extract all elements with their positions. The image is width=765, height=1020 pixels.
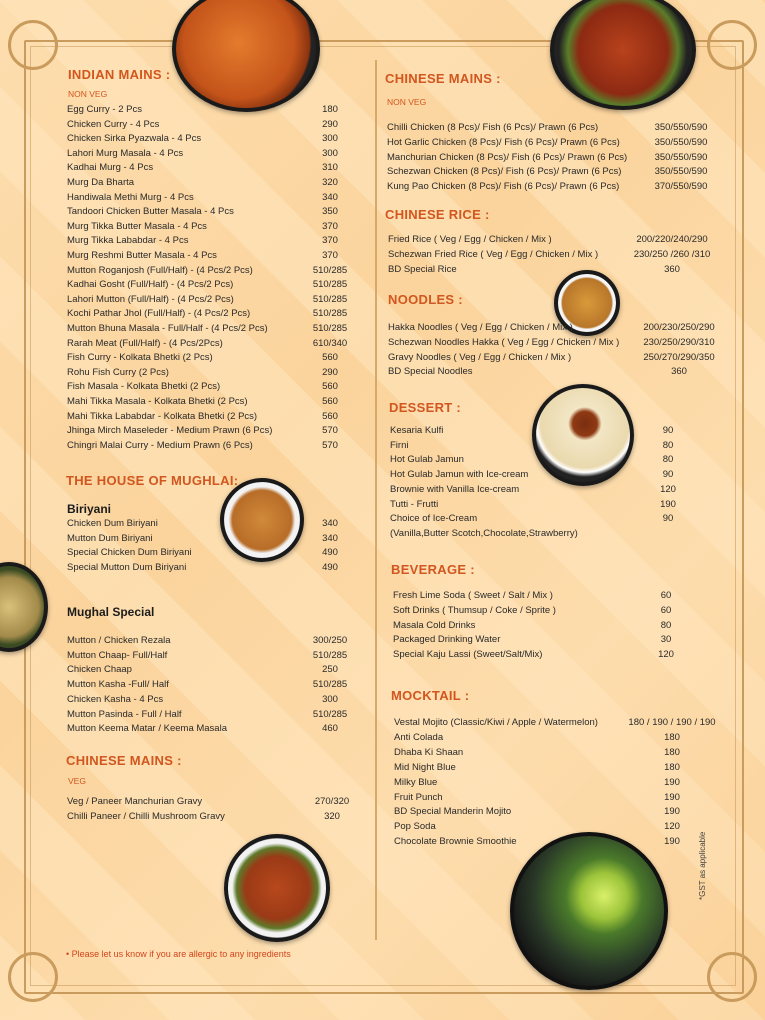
menu-item-name: Milky Blue [394, 776, 438, 788]
menu-item-price: 290 [322, 118, 338, 130]
menu-item-name: Chicken Curry - 4 Pcs [67, 118, 160, 130]
menu-item-price: 370 [322, 250, 338, 261]
section-subtitle-veg: VEG [68, 776, 86, 786]
section-title-dessert: DESSERT : [389, 400, 462, 415]
menu-item-price: 120 [664, 821, 680, 833]
menu-item-price: 360 [671, 366, 687, 378]
menu-item-price: 610/340 [312, 337, 348, 349]
menu-item-price: 370/550/590 [654, 181, 708, 193]
menu-item-name: Tutti - Frutti [390, 498, 439, 510]
menu-item-price: 300 [322, 147, 338, 159]
menu-item-price: 350/550/590 [654, 166, 708, 178]
menu-item-name: Chilli Paneer / Chilli Mushroom Gravy [67, 810, 225, 822]
menu-item-name: Packaged Drinking Water [393, 634, 501, 646]
menu-item-price: 340 [322, 518, 338, 529]
menu-item-price: 510/285 [312, 264, 348, 276]
menu-item-price: 200/220/240/290 [636, 234, 708, 245]
menu-item-name: Hot Garlic Chicken (8 Pcs)/ Fish (6 Pcs)/ Prawn (6 Pcs) [387, 136, 620, 148]
menu-item-price: 340 [322, 532, 338, 544]
menu-item-price: 510/285 [312, 279, 348, 291]
gulab-jamun-image [532, 384, 634, 486]
menu-item-price: 190 [660, 498, 676, 510]
section-subtitle-non-veg: NON VEG [68, 89, 108, 99]
menu-item-price: 370 [322, 220, 338, 232]
menu-item-name: BD Special Rice [388, 263, 457, 275]
menu-item-price: 560 [322, 410, 338, 422]
menu-item-name: Murg Tikka Lababdar - 4 Pcs [67, 235, 189, 247]
menu-item-name: Mutton Chaap- Full/Half [67, 649, 168, 661]
section-title-beverage: BEVERAGE : [391, 562, 475, 577]
menu-item-price: 370 [322, 235, 338, 247]
menu-item-name: Manchurian Chicken (8 Pcs)/ Fish (6 Pcs)/ Prawn (6 Pcs) [387, 151, 628, 163]
menu-item-price: 320 [324, 810, 340, 822]
biriyani-image [220, 478, 304, 562]
menu-item-name: Rohu Fish Curry (2 Pcs) [67, 366, 169, 378]
menu-item-price: 320 [322, 177, 338, 188]
menu-item-price: 200/230/250/290 [643, 322, 715, 333]
menu-item-name: Mid Night Blue [394, 761, 456, 773]
menu-item-price: 190 [664, 776, 680, 788]
corner-ornament [707, 20, 757, 70]
menu-item-name: Vestal Mojito (Classic/Kiwi / Apple / Watermelon) [394, 717, 598, 728]
menu-item-price: 510/285 [312, 708, 348, 720]
menu-item-price: 290 [322, 366, 338, 378]
menu-item-name: BD Special Manderin Mojito [394, 806, 512, 818]
section-title-indian-mains: INDIAN MAINS : [68, 67, 171, 82]
menu-item-name: Chicken Chaap [67, 664, 132, 676]
menu-item-price: 90 [662, 469, 674, 481]
menu-item-name: Handiwala Methi Murg - 4 Pcs [67, 191, 194, 203]
menu-item-name: Mutton Bhuna Masala - Full/Half - (4 Pcs/2 Pcs) [67, 323, 268, 334]
menu-item-name: Brownie with Vanilla Ice-cream [390, 483, 520, 495]
menu-item-name: (Vanilla,Butter Scotch,Chocolate,Strawberry) [390, 527, 578, 539]
menu-item-name: Kung Pao Chicken (8 Pcs)/ Fish (6 Pcs)/ Prawn (6 Pcs) [387, 181, 620, 193]
menu-item-price: 60 [660, 590, 672, 601]
menu-item-name: Special Mutton Dum Biriyani [67, 562, 187, 574]
menu-item-price: 190 [664, 791, 680, 803]
menu-item-name: Kadhai Gosht (Full/Half) - (4 Pcs/2 Pcs) [67, 279, 234, 291]
section-title-mocktail: MOCKTAIL : [391, 688, 470, 703]
menu-item-name: Chicken Sirka Pyazwala - 4 Pcs [67, 133, 202, 145]
menu-item-name: Murg Reshmi Butter Masala - 4 Pcs [67, 250, 217, 261]
menu-item-price: 180 / 190 / 190 / 190 [628, 717, 716, 728]
menu-item-price: 350/550/590 [654, 151, 708, 163]
menu-item-price: 80 [662, 439, 674, 451]
section-title-noodles: NOODLES : [388, 292, 463, 307]
menu-item-name: Mahi Tikka Masala - Kolkata Bhetki (2 Pcs) [67, 396, 248, 407]
menu-item-name: Mutton Keema Matar / Keema Masala [67, 723, 227, 735]
menu-item-price: 350 [322, 206, 338, 218]
menu-item-name: BD Special Noodles [388, 366, 473, 378]
menu-item-name: Mutton Kasha -Full/ Half [67, 679, 169, 691]
menu-item-name: Hot Gulab Jamun with Ice-cream [390, 469, 529, 481]
corner-ornament [707, 952, 757, 1002]
menu-item-name: Jhinga Mirch Maseleder - Medium Prawn (6 Pcs) [67, 425, 273, 437]
menu-item-price: 300 [322, 133, 338, 145]
menu-item-price: 350/550/590 [654, 136, 708, 148]
menu-item-name: Mahi Tikka Lababdar - Kolkata Bhetki (2 Pcs) [67, 410, 258, 422]
menu-item-name: Gravy Noodles ( Veg / Egg / Chicken / Mix ) [388, 351, 572, 363]
menu-item-name: Chocolate Brownie Smoothie [394, 836, 517, 848]
menu-item-price: 270/320 [314, 796, 350, 807]
menu-item-name: Kadhai Murg - 4 Pcs [67, 162, 154, 174]
menu-item-name: Mutton Pasinda - Full / Half [67, 708, 182, 720]
section-title-mughlai: THE HOUSE OF MUGHLAI: [66, 473, 239, 488]
menu-item-price: 180 [664, 731, 680, 743]
menu-item-price: 30 [660, 634, 672, 646]
menu-item-name: Anti Colada [394, 731, 444, 743]
menu-item-name: Schezwan Noodles Hakka ( Veg / Egg / Chicken / Mix ) [388, 336, 620, 348]
chilli-paneer-image [224, 834, 330, 942]
menu-item-name: Special Kaju Lassi (Sweet/Salt/Mix) [393, 649, 543, 661]
heading-mughal-special: Mughal Special [67, 605, 155, 619]
menu-item-price: 60 [660, 604, 672, 616]
corner-ornament [8, 20, 58, 70]
menu-item-price: 460 [322, 723, 338, 735]
menu-item-name: Fruit Punch [394, 791, 443, 803]
menu-item-price: 510/285 [312, 649, 348, 661]
menu-item-name: Soft Drinks ( Thumsup / Coke / Sprite ) [393, 604, 556, 616]
menu-item-name: Mutton Dum Biriyani [67, 532, 153, 544]
menu-item-price: 310 [322, 162, 338, 174]
menu-item-name: Kesaria Kulfi [390, 425, 444, 436]
menu-item-name: Fresh Lime Soda ( Sweet / Salt / Mix ) [393, 590, 553, 601]
menu-item-name: Firni [390, 439, 409, 451]
menu-item-name: Fish Masala - Kolkata Bhetki (2 Pcs) [67, 381, 221, 393]
menu-item-name: Murg Da Bharta [67, 177, 135, 188]
menu-item-price: 90 [662, 513, 674, 525]
menu-item-price: 510/285 [312, 308, 348, 320]
menu-item-name: Dhaba Ki Shaan [394, 746, 464, 758]
menu-item-price: 570 [322, 425, 338, 437]
menu-item-price: 250/270/290/350 [643, 351, 715, 363]
menu-item-name: Mutton / Chicken Rezala [67, 635, 171, 646]
menu-item-name: Fish Curry - Kolkata Bhetki (2 Pcs) [67, 352, 213, 364]
menu-item-name: Choice of Ice-Cream [390, 513, 478, 525]
menu-item-name: Chicken Kasha - 4 Pcs [67, 693, 164, 705]
section-subtitle-non-veg-right: NON VEG [387, 97, 427, 107]
menu-item-name: Veg / Paneer Manchurian Gravy [67, 796, 203, 807]
menu-item-name: Schezwan Fried Rice ( Veg / Egg / Chicken / Mix ) [388, 248, 599, 260]
menu-item-price: 350/550/590 [654, 122, 708, 133]
menu-item-price: 180 [322, 104, 338, 115]
menu-item-price: 360 [664, 263, 680, 275]
corner-ornament [8, 952, 58, 1002]
menu-item-price: 300 [322, 693, 338, 705]
menu-item-name: Egg Curry - 2 Pcs [67, 104, 142, 115]
menu-item-name: Fried Rice ( Veg / Egg / Chicken / Mix ) [388, 234, 552, 245]
menu-item-price: 120 [658, 649, 674, 661]
menu-item-price: 340 [322, 191, 338, 203]
menu-item-price: 120 [660, 483, 676, 495]
section-title-chinese-rice: CHINESE RICE : [385, 207, 490, 222]
menu-item-price: 300/250 [312, 635, 348, 646]
menu-item-name: Special Chicken Dum Biriyani [67, 547, 192, 559]
mojito-image [510, 832, 668, 990]
menu-item-name: Rarah Meat (Full/Half) - (4 Pcs/2Pcs) [67, 337, 223, 349]
menu-item-price: 560 [322, 396, 338, 407]
menu-item-price: 80 [660, 619, 672, 631]
menu-item-name: Tandoori Chicken Butter Masala - 4 Pcs [67, 206, 234, 218]
menu-item-price: 570 [322, 439, 338, 451]
menu-item-name: Hakka Noodles ( Veg / Egg / Chicken / Mix ) [388, 322, 573, 333]
menu-item-name: Masala Cold Drinks [393, 619, 476, 631]
menu-item-price: 230/250 /260 /310 [633, 248, 711, 260]
menu-item-name: Chingri Malai Curry - Medium Prawn (6 Pcs) [67, 439, 253, 451]
menu-item-price: 190 [664, 806, 680, 818]
menu-item-name: Chilli Chicken (8 Pcs)/ Fish (6 Pcs)/ Prawn (6 Pcs) [387, 122, 599, 133]
menu-item-name: Hot Gulab Jamun [390, 454, 464, 466]
menu-item-price: 180 [664, 746, 680, 758]
menu-item-name: Schezwan Chicken (8 Pcs)/ Fish (6 Pcs)/ Prawn (6 Pcs) [387, 166, 622, 178]
menu-item-price: 190 [664, 836, 680, 848]
menu-item-price: 180 [664, 761, 680, 773]
menu-item-name: Chicken Dum Biriyani [67, 518, 158, 529]
menu-item-name: Lahori Murg Masala - 4 Pcs [67, 147, 184, 159]
menu-item-price: 560 [322, 352, 338, 364]
menu-item-price: 560 [322, 381, 338, 393]
menu-item-price: 490 [322, 562, 338, 574]
gst-note: *GST as applicable [698, 831, 707, 900]
menu-item-price: 80 [662, 454, 674, 466]
heading-biriyani: Biriyani [67, 502, 112, 516]
menu-item-name: Lahori Mutton (Full/Half) - (4 Pcs/2 Pcs) [67, 293, 234, 305]
menu-item-name: Kochi Pathar Jhol (Full/Half) - (4 Pcs/2 Pcs) [67, 308, 251, 320]
menu-item-price: 510/285 [312, 323, 348, 334]
menu-item-name: Murg Tikka Butter Masala - 4 Pcs [67, 220, 207, 232]
allergy-note: • Please let us know if you are allergic to any ingredients [66, 949, 291, 959]
menu-item-name: Pop Soda [394, 821, 436, 833]
section-title-chinese-mains: CHINESE MAINS : [385, 71, 501, 86]
menu-item-price: 250 [322, 664, 338, 676]
menu-item-price: 490 [322, 547, 338, 559]
menu-item-price: 510/285 [312, 293, 348, 305]
menu-item-name: Mutton Roganjosh (Full/Half) - (4 Pcs/2 Pcs) [67, 264, 253, 276]
menu-item-price: 230/250/290/310 [643, 336, 715, 348]
section-title-chinese-mains-veg: CHINESE MAINS : [66, 753, 182, 768]
column-divider [375, 60, 377, 940]
menu-item-price: 90 [662, 425, 674, 436]
menu-item-price: 510/285 [312, 679, 348, 691]
